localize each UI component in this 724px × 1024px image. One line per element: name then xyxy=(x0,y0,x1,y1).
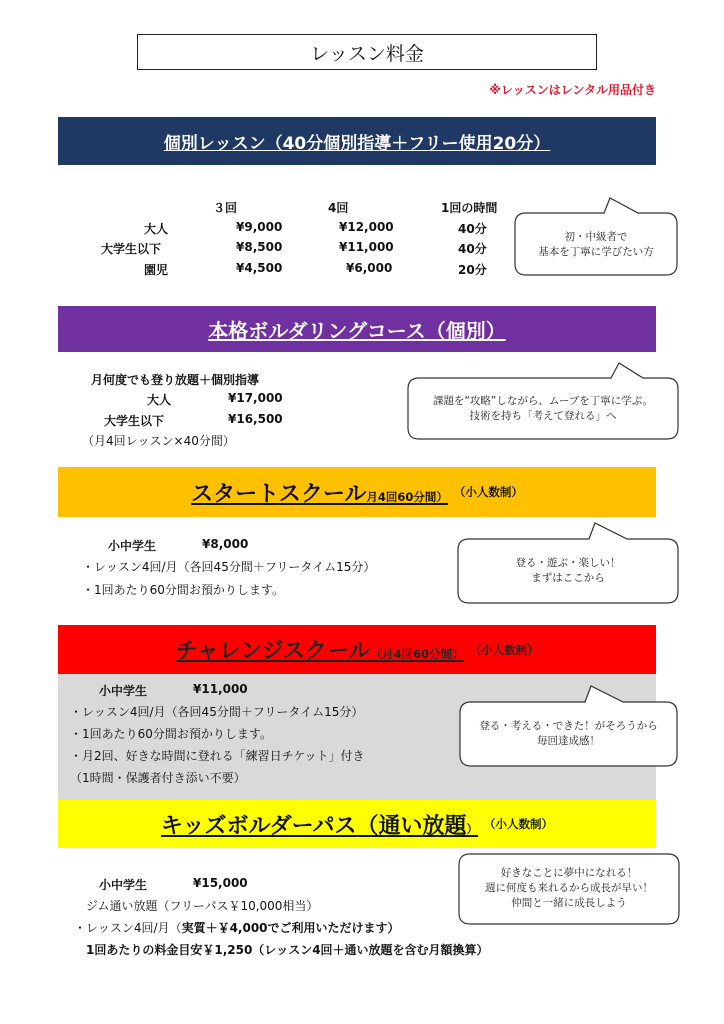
kids-line-2-b: 実質＋￥4,000でご利用いただけます） xyxy=(181,921,400,935)
kids-line-2 xyxy=(74,919,400,936)
challenge-school-title: チャレンジスクール xyxy=(175,639,371,664)
start-price: ¥8,000 xyxy=(202,537,249,551)
kids-pass-title-close: ） xyxy=(466,821,479,836)
bouldering-label-student: 大学生以下 xyxy=(104,414,165,428)
kids-pass-header xyxy=(58,800,656,848)
bouldering-label-adult: 大人 xyxy=(147,393,172,407)
speech-bubble-start xyxy=(457,522,679,604)
col-header-time: 1回の時間 xyxy=(441,201,498,215)
start-line-1: ・レッスン4回/月（各回45分間＋フリータイム15分） xyxy=(82,560,376,574)
start-school-title: スタートスクール xyxy=(191,481,367,507)
kids-pass-tag: （小人数制） xyxy=(484,817,554,831)
bouldering-note: （月4回レッスン×40分間） xyxy=(82,434,235,448)
row-label-kinder: 園児 xyxy=(144,263,169,277)
bubble-line: 基本を丁寧に学びたい方 xyxy=(538,246,654,258)
challenge-line-1: ・レッスン4回/月（各回45分間＋フリータイム15分） xyxy=(70,705,364,719)
page-title-box xyxy=(137,34,597,70)
challenge-line-4: （1時間・保護者付き添い不要） xyxy=(70,771,246,785)
bubble-line: 仲間と一緒に成長しよう xyxy=(511,897,627,909)
bubble-line: 課題を“攻略”しながら、ムーブを丁寧に学ぶ。 xyxy=(432,395,654,407)
bouldering-course-title: 本格ボルダリングコース（個別） xyxy=(208,318,506,343)
price-adult-4: ¥12,000 xyxy=(339,220,394,234)
kids-line-1: ジム通い放題（フリーパス￥10,000相当） xyxy=(86,899,319,913)
page-title: レッスン料金 xyxy=(310,42,424,65)
bubble-line: まずはここから xyxy=(531,572,605,584)
start-school-title-sub: 月4回60分間） xyxy=(366,489,448,504)
rental-note: ※レッスンはレンタル用品付き xyxy=(489,83,656,97)
start-price-label: 小中学生 xyxy=(108,539,157,553)
individual-lesson-header xyxy=(58,117,656,165)
row-label-adult: 大人 xyxy=(144,222,169,236)
time-student: 40分 xyxy=(458,242,487,256)
individual-lesson-title: 個別レッスン（40分個別指導＋フリー使用20分） xyxy=(163,133,551,154)
bubble-line: 好きなことに夢中になれる！ xyxy=(500,867,638,879)
kids-pass-title-group xyxy=(161,809,478,840)
challenge-school-title-sub: （月4回60分間） xyxy=(370,647,464,661)
bubble-line: 週に何度も来れるから成長が早い！ xyxy=(485,882,653,894)
challenge-line-3: ・月2回、好きな時間に登れる「練習日チケット」付き xyxy=(70,749,365,763)
kids-line-2-a: ・レッスン4回/月（ xyxy=(74,921,182,935)
challenge-price: ¥11,000 xyxy=(193,682,248,696)
speech-bubble-bouldering xyxy=(407,362,679,440)
challenge-price-label: 小中学生 xyxy=(99,684,148,698)
col-header-3: ３回 xyxy=(213,201,238,215)
speech-bubble-individual xyxy=(514,196,678,276)
kids-price: ¥15,000 xyxy=(193,876,248,890)
challenge-school-tag: （小人数制） xyxy=(469,642,539,657)
time-adult: 40分 xyxy=(458,222,487,236)
bouldering-price-student: ¥16,500 xyxy=(228,412,283,426)
bubble-line: 毎回達成感！ xyxy=(537,735,600,747)
challenge-line-2: ・1回あたり60分間お預かりします。 xyxy=(70,727,272,741)
price-student-3: ¥8,500 xyxy=(236,240,283,254)
start-school-title-group xyxy=(191,477,448,508)
col-header-4: 4回 xyxy=(328,201,349,215)
start-school-header xyxy=(58,467,656,517)
kids-price-label: 小中学生 xyxy=(99,878,148,892)
price-student-4: ¥11,000 xyxy=(339,240,394,254)
price-kinder-4: ¥6,000 xyxy=(346,261,393,275)
speech-bubble-challenge xyxy=(459,685,678,767)
kids-pass-title: キッズボルダーパス（通い放題 xyxy=(160,813,467,839)
challenge-school-title-group xyxy=(175,634,463,665)
price-kinder-3: ¥4,500 xyxy=(236,261,283,275)
bubble-line: 初・中級者で xyxy=(564,231,628,243)
start-school-tag: （小人数制） xyxy=(453,485,523,499)
kids-line-3: 1回あたりの料金目安￥1,250（レッスン4回＋通い放題を含む月額換算） xyxy=(86,943,489,957)
price-adult-3: ¥9,000 xyxy=(236,220,283,234)
challenge-school-header xyxy=(58,625,656,674)
bouldering-price-adult: ¥17,000 xyxy=(228,391,283,405)
bouldering-intro: 月何度でも登り放題＋個別指導 xyxy=(91,373,260,387)
start-line-2: ・1回あたり60分間お預かりします。 xyxy=(82,583,284,597)
time-kinder: 20分 xyxy=(458,263,487,277)
bouldering-course-header xyxy=(58,306,656,352)
bubble-line: 登る・考える・できた！がそろうから xyxy=(479,720,658,732)
bubble-line: 技術を持ち「考えて登れる」へ xyxy=(469,410,617,422)
speech-bubble-kids xyxy=(458,853,680,925)
row-label-student: 大学生以下 xyxy=(101,242,162,256)
bubble-line: 登る・遊ぶ・楽しい！ xyxy=(515,557,621,569)
